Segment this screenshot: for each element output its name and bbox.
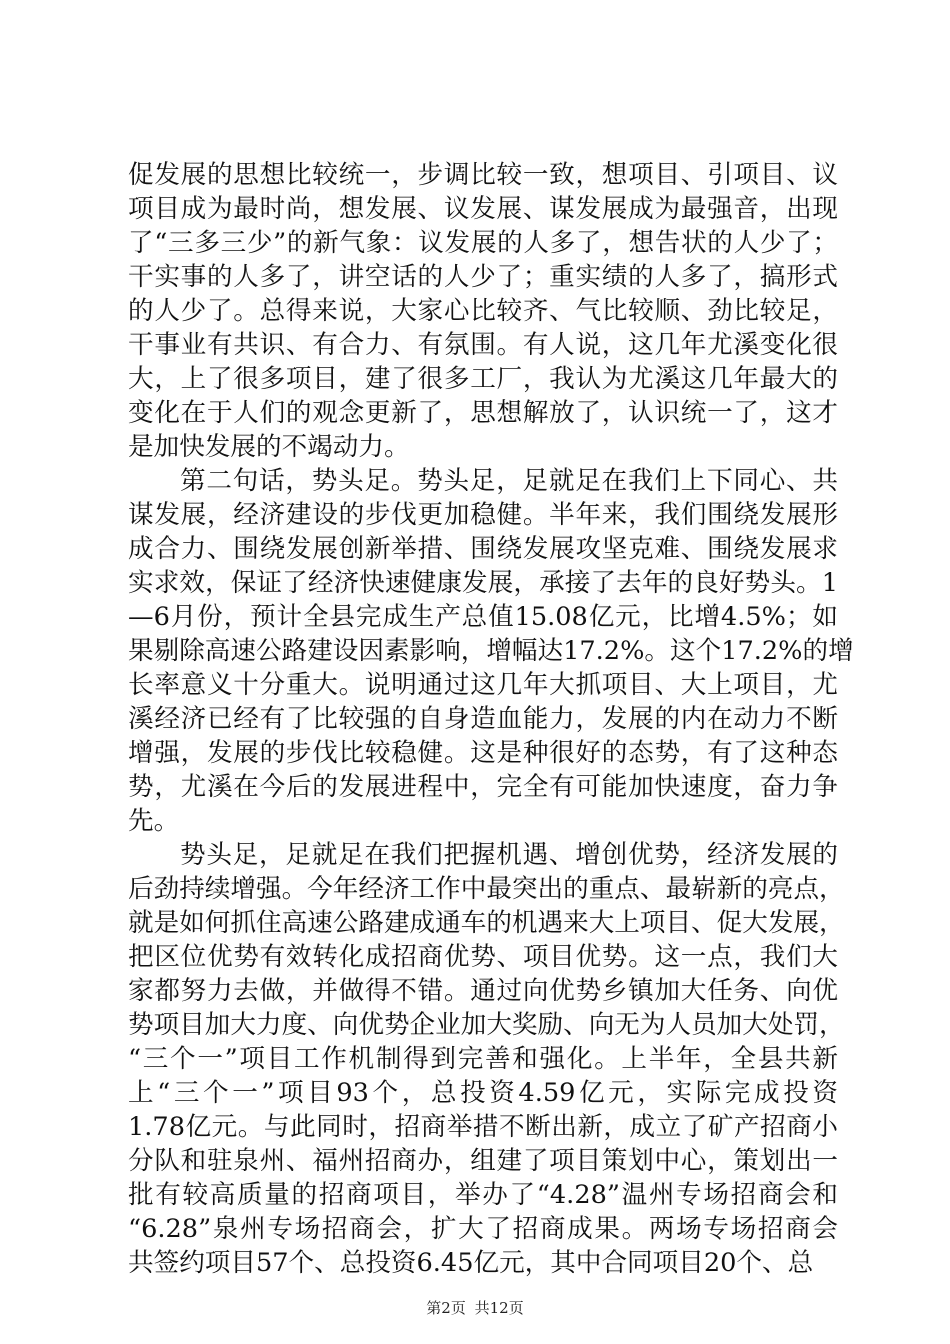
document-body [128,158,854,1280]
text-line: 分队和驻泉州、福州招商办，组建了项目策划中心，策划出一 [128,1146,838,1176]
text-line: 先。 [128,806,180,836]
text-line: 果剔除高速公路建设因素影响，增幅达17.2%。这个17.2%的增 [128,636,854,666]
text-line: 上“三个一”项目93个，总投资4.59亿元，实际完成投资 [128,1078,838,1108]
text-line: 干事业有共识、有合力、有氛围。有人说，这几年尤溪变化很 [128,330,838,360]
text-line: 共签约项目57个、总投资6.45亿元，其中合同项目20个、总 [128,1248,814,1278]
text-line: 第二句话，势头足。势头足，足就足在我们上下同心、共 [180,466,838,496]
text-line: “三个一”项目工作机制得到完善和强化。上半年，全县共新 [128,1044,838,1074]
page-total: 共12页 [474,1299,524,1317]
text-line: 是加快发展的不竭动力。 [128,432,410,462]
paragraph [128,158,838,464]
text-line: 把区位优势有效转化成招商优势、项目优势。这一点，我们大 [128,942,838,972]
page-footer [0,1298,950,1318]
text-line: “6.28”泉州专场招商会，扩大了招商成果。两场专场招商会 [128,1214,838,1244]
paragraph [128,464,854,838]
text-line: 1.78亿元。与此同时，招商举措不断出新，成立了矿产招商小 [128,1112,838,1142]
text-line: 增强，发展的步伐比较稳健。这是种很好的态势，有了这种态 [128,738,838,768]
text-line: 成合力、围绕发展创新举措、围绕发展攻坚克难、围绕发展求 [128,534,838,564]
text-line: 干实事的人多了，讲空话的人少了；重实绩的人多了，搞形式 [128,262,838,292]
text-line: 批有较高质量的招商项目，举办了“4.28”温州专场招商会和 [128,1180,838,1210]
text-line: 实求效，保证了经济快速健康发展，承接了去年的良好势头。1 [128,568,838,598]
paragraph [128,838,845,1280]
text-line: 后劲持续增强。今年经济工作中最突出的重点、最崭新的亮点， [128,874,845,904]
text-line: 促发展的思想比较统一，步调比较一致，想项目、引项目、议 [128,160,838,190]
text-line: 溪经济已经有了比较强的自身造血能力，发展的内在动力不断 [128,704,838,734]
text-line: —6月份，预计全县完成生产总值15.08亿元，比增4.5%；如 [128,602,838,632]
text-line: 势，尤溪在今后的发展进程中，完全有可能加快速度，奋力争 [128,772,838,802]
text-line: 就是如何抓住高速公路建成通车的机遇来大上项目、促大发展， [128,908,845,938]
text-line: 势项目加大力度、向优势企业加大奖励、向无为人员加大处罚， [128,1010,845,1040]
text-line: 项目成为最时尚，想发展、议发展、谋发展成为最强音，出现 [128,194,838,224]
text-line: 家都努力去做，并做得不错。通过向优势乡镇加大任务、向优 [128,976,838,1006]
page-number: 第2页 [426,1299,466,1317]
text-line: 的人少了。总得来说，大家心比较齐、气比较顺、劲比较足， [128,296,838,326]
text-line: 了“三多三少”的新气象：议发展的人多了，想告状的人少了； [128,228,838,258]
text-line: 变化在于人们的观念更新了，思想解放了，认识统一了，这才 [128,398,838,428]
text-line: 谋发展，经济建设的步伐更加稳健。半年来，我们围绕发展形 [128,500,838,530]
text-line: 长率意义十分重大。说明通过这几年大抓项目、大上项目，尤 [128,670,838,700]
text-line: 大，上了很多项目，建了很多工厂，我认为尤溪这几年最大的 [128,364,838,394]
text-line: 势头足，足就足在我们把握机遇、增创优势，经济发展的 [180,840,838,870]
